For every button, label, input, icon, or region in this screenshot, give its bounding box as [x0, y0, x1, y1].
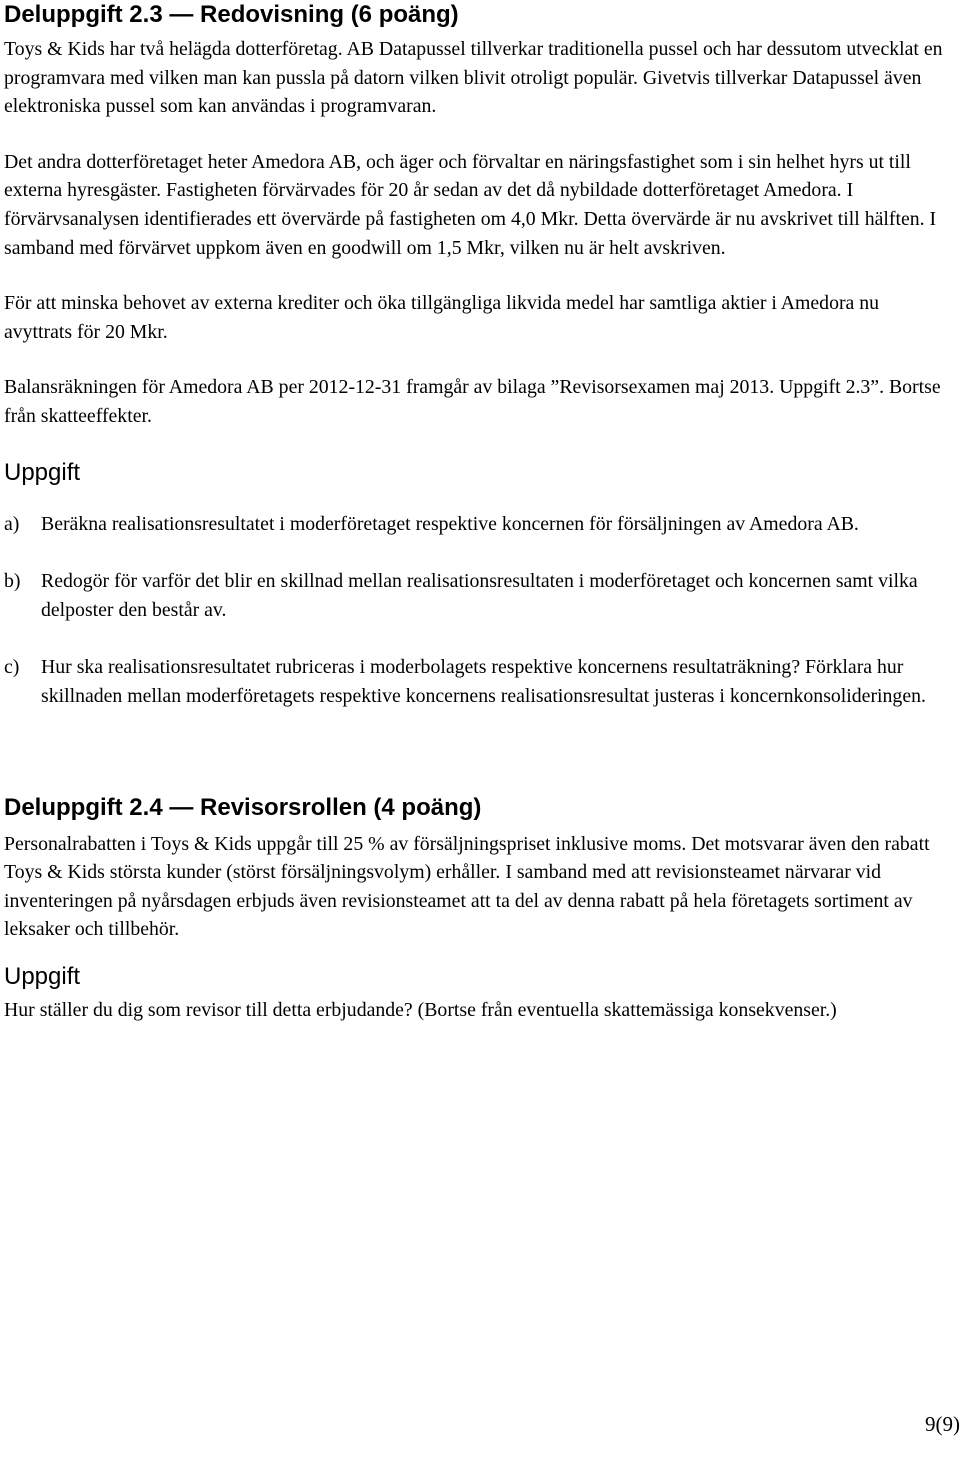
- question-list: [4, 510, 949, 711]
- question-text: Hur ska realisationsresultatet rubriceras i moderbolagets respektive koncernens resultaträkning? Förklara hur skillnaden mellan moderföretagets respektive koncernens realisationsresultat justeras i koncernkonsolideringen.: [41, 656, 926, 707]
- section-heading-2-4: Deluppgift 2.4 — Revisorsrollen (4 poäng): [4, 793, 482, 821]
- question-letter: c): [4, 656, 20, 679]
- question-item-c: [4, 653, 949, 710]
- question-item-a: [4, 510, 949, 539]
- amedora-paragraph: Det andra dotterföretaget heter Amedora AB, och äger och förvaltar en näringsfastighet som i sin helhet hyrs ut till externa hyresgäster. Fastigheten förvärvades för 20 år sedan av det då nybildade dotterföretaget Amedora. I förvärvsanalysen identifierades ett övervärde på fastigheten om 4,0 Mkr. Detta övervärde är nu avskrivet till hälften. I samband med förvärvet uppkom även en goodwill om 1,5 Mkr, vilken nu är helt avskriven.: [4, 150, 937, 259]
- question-item-b: [4, 567, 949, 624]
- divestment-paragraph: För att minska behovet av externa krediter och öka tillgängliga likvida medel har samtliga aktier i Amedora nu avyttrats för 20 Mkr.: [4, 292, 880, 343]
- question-letter: b): [4, 570, 21, 593]
- question-text: Beräkna realisationsresultatet i moderföretaget respektive koncernen för försäljningen av Amedora AB.: [41, 512, 859, 535]
- balance-sheet-paragraph: Balansräkningen för Amedora AB per 2012-12-31 framgår av bilaga ”Revisorsexamen maj 2013. Uppgift 2.3”. Bortse från skatteeffekter.: [4, 376, 941, 427]
- auditor-question: Hur ställer du dig som revisor till detta erbjudande? (Bortse från eventuella skattemässiga konsekvenser.): [4, 998, 837, 1021]
- question-text: Redogör för varför det blir en skillnad mellan realisationsresultaten i moderföretaget och koncernen samt vilka delposter den består av.: [41, 570, 918, 621]
- document-page: [4, 0, 949, 1024]
- question-letter: a): [4, 512, 20, 535]
- task-label: Uppgift: [4, 458, 81, 486]
- page-number: 9(9): [925, 1412, 960, 1436]
- intro-paragraph: Toys & Kids har två helägda dotterföretag. AB Datapussel tillverkar traditionella pussel och har dessutom utvecklat en programvara med vilken man kan pussla på datorn vilken blivit otroligt populär. Givetvis tillverkar Datapussel även elektroniska pussel som kan användas i programvaran.: [4, 38, 943, 118]
- section-heading-2-3: Deluppgift 2.3 — Redovisning (6 poäng): [4, 1, 459, 28]
- task-label: Uppgift: [4, 962, 81, 990]
- discount-paragraph: Personalrabatten i Toys & Kids uppgår till 25 % av försäljningspriset inklusive moms. Det motsvarar även den rabatt Toys & Kids största kunder (störst försäljningsvolym) erhåller. I samband med att revisionsteamet närvarar vid inventeringen på nyårsdagen erbjuds även revisionsteamet att ta del av denna rabatt på hela företagets sortiment av leksaker och tillbehör.: [4, 832, 930, 941]
